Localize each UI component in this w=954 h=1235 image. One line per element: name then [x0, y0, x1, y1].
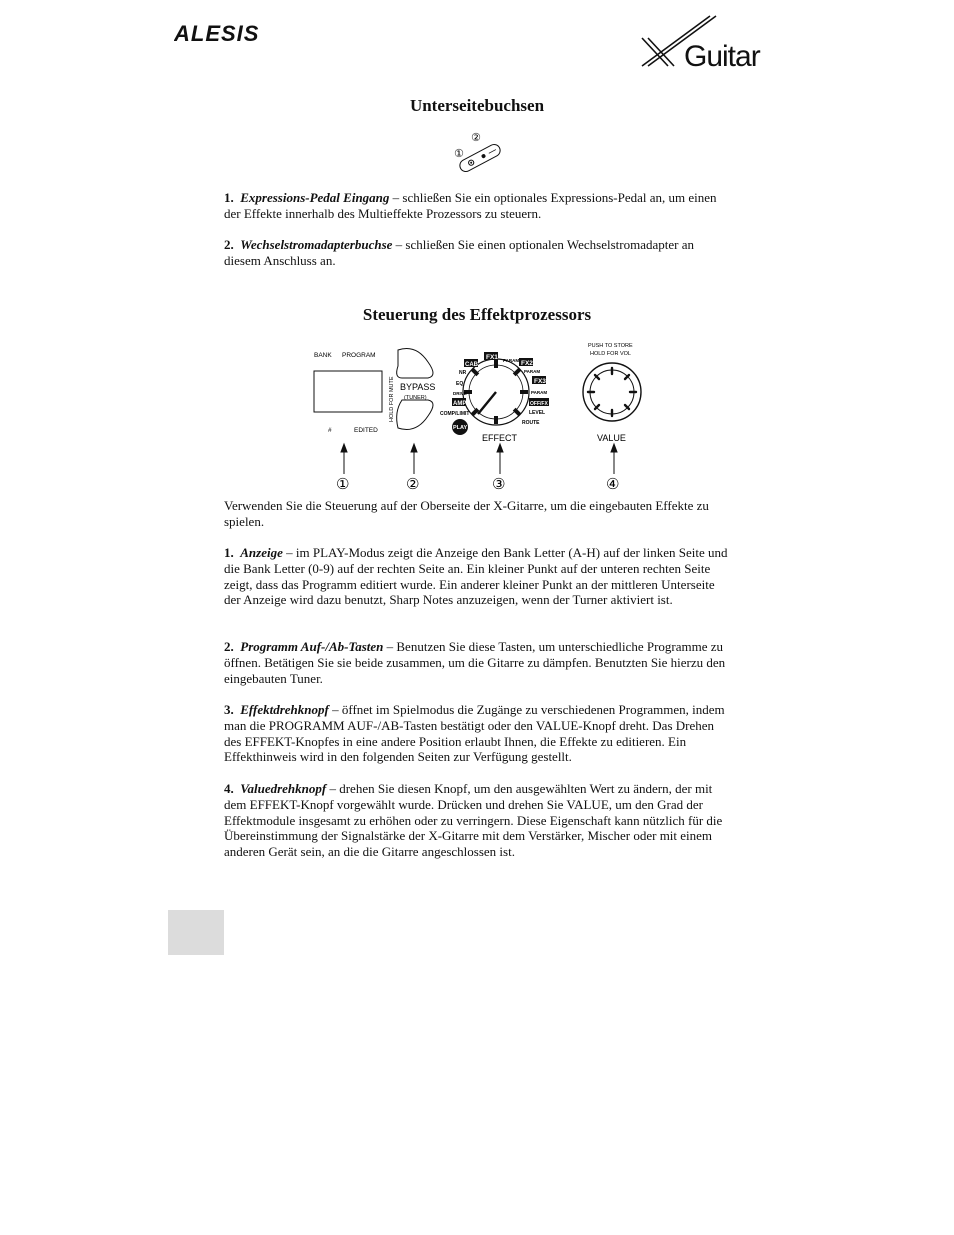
- display-label-edited: EDITED: [354, 427, 378, 434]
- control-item-3-num: 3.: [224, 702, 234, 717]
- effect-label-eq: EQ: [456, 381, 464, 387]
- value-label-top1: PUSH TO STORE: [588, 343, 633, 349]
- control-item-3-term: Effektdrehknopf: [240, 702, 329, 717]
- jack-marker-1: ①: [454, 147, 464, 160]
- effect-label-amp: AMP: [453, 401, 467, 407]
- control-item-1-term: Anzeige: [240, 545, 283, 560]
- alesis-logo-text: ALESIS: [174, 22, 260, 44]
- effect-label: EFFECT: [482, 433, 517, 443]
- jack-marker-2: ②: [471, 131, 481, 144]
- control-item-1: [224, 545, 734, 608]
- program-down-button[interactable]: [397, 400, 433, 430]
- program-up-button[interactable]: [397, 349, 433, 379]
- control-item-1-text: – im PLAY-Modus zeigt die Anzeige den Bank Letter (A-H) auf der linken Seite und die Bank Letter (0-9) auf der rechten Seite an. Ein kleiner Punkt auf der unteren rechten Seite zeigt, dass das Programm editiert wurde. Ein anderer kleiner Punkt an der mittleren Unterseite der Anzeige wird dazu benutzt, Sharp Notes anzuzeigen, wenn der Turner aktiviert ist.: [224, 545, 728, 608]
- value-label-top2: HOLD FOR VOL: [590, 351, 631, 357]
- alesis-logo: [174, 22, 282, 44]
- control-item-2-text: – Benutzen Sie diese Tasten, um unterschiedliche Programme zu öffnen. Betätigen Sie sie beide zusammen, um die Gitarre zu dämpfen. Benutzten Sie hierzu den eingebauten Tuner.: [224, 639, 726, 686]
- jack-item-1-num: 1.: [224, 190, 234, 205]
- effect-label-param2: PARAM: [524, 369, 541, 374]
- section-title-controls: Steuerung des Effektprozessors: [362, 305, 592, 324]
- jack-panel-diagram: [450, 130, 506, 178]
- control-item-4-text: – drehen Sie diesen Knopf, um den ausgewählten Wert zu ändern, der mit dem EFFEKT-Knopf vorgewählt wurde. Drücken und drehen Sie VALUE, um den Grad der Effektmodule insgesamt zu erhöhen oder zu verringern. Diese Eigenschaft kann nützlich für die Übereinstimmung der Signalstärke der X-Gitarre mit dem Verstärker, Mischer oder mit einem anderen Gerät sein, an die die Gitarre angeschlossen ist.: [224, 781, 723, 860]
- control-marker-4: ④: [606, 475, 620, 493]
- effect-label-drive: DRIVE: [453, 391, 467, 396]
- controls-intro: Verwenden Sie die Steuerung auf der Oberseite der X-Gitarre, um die eingebauten Effekte zu spielen.: [224, 498, 709, 529]
- section-title-jacks: Unterseitebuchsen: [409, 96, 545, 115]
- control-item-4: [224, 781, 734, 860]
- value-label: VALUE: [597, 433, 626, 443]
- effect-label-comp: COMP/LIMIT: [440, 411, 470, 417]
- control-item-1-num: 1.: [224, 545, 234, 560]
- control-item-2-num: 2.: [224, 639, 234, 654]
- effect-label-fx2: FX2: [521, 360, 533, 367]
- control-item-2: [224, 639, 734, 686]
- effect-label-play: PLAY: [453, 425, 468, 431]
- jack-item-1-term: Expressions-Pedal Eingang: [240, 190, 390, 205]
- control-item-2-term: Programm Auf-/Ab-Tasten: [240, 639, 384, 654]
- control-item-4-num: 4.: [224, 781, 234, 796]
- display-label-bank: BANK: [314, 352, 332, 359]
- display-label-hash: #: [328, 427, 332, 434]
- effect-label-param3: PARAM: [531, 390, 548, 395]
- control-item-3: [224, 702, 734, 765]
- jack-item-2: [224, 237, 734, 269]
- effect-label-fx3: FX3: [534, 378, 546, 385]
- jack-item-1: [224, 190, 734, 222]
- effect-label-param1: PARAM: [503, 358, 520, 363]
- effect-label-offfx: OFF/FX: [530, 401, 548, 407]
- effect-label-cab: CAB: [465, 362, 478, 368]
- xguitar-logo: [640, 14, 772, 70]
- control-panel-diagram: [306, 338, 656, 494]
- jack-item-2-num: 2.: [224, 237, 234, 252]
- jack-item-1-text: – schließen Sie ein optionales Expressions-Pedal an, um einen der Effekte innerhalb des Multieffekte Prozessors zu steuern.: [224, 190, 717, 221]
- jack-item-2-text: – schließen Sie einen optionalen Wechselstromadapter an diesem Anschluss an.: [224, 237, 694, 268]
- hold-for-mute-label: HOLD FOR MUTE: [389, 376, 395, 422]
- control-marker-3: ③: [492, 475, 506, 493]
- effect-label-route: ROUTE: [522, 420, 540, 426]
- display-window: [314, 371, 382, 412]
- display-label-program: PROGRAM: [342, 352, 376, 359]
- bypass-label: BYPASS: [400, 382, 436, 392]
- page-tab-marker: [168, 910, 224, 955]
- xguitar-logo-text: Guitar: [684, 40, 760, 70]
- jack-item-2-term: Wechselstromadapterbuchse: [240, 237, 393, 252]
- control-marker-1: ①: [336, 475, 350, 493]
- control-item-3-text: – öffnet im Spielmodus die Zugänge zu verschiedenen Programmen, indem man die PROGRAMM AUF-/AB-Tasten bestätigt oder den VALUE-Knopf dreht. Das Drehen des EFFEKT-Knopfes in eine andere Position erlaubt Ihnen, die Effekte zu editieren. Ein Effekthinweis wird in den folgenden Seiten zur Verfügung gestellt.: [224, 702, 725, 765]
- control-item-4-term: Valuedrehknopf: [240, 781, 327, 796]
- effect-label-level: LEVEL: [529, 410, 546, 416]
- effect-label-nr: NR: [459, 370, 467, 376]
- bypass-sub-label: (TUNER): [404, 395, 427, 401]
- effect-label-fx1: FX1: [486, 354, 498, 361]
- control-marker-2: ②: [406, 475, 420, 493]
